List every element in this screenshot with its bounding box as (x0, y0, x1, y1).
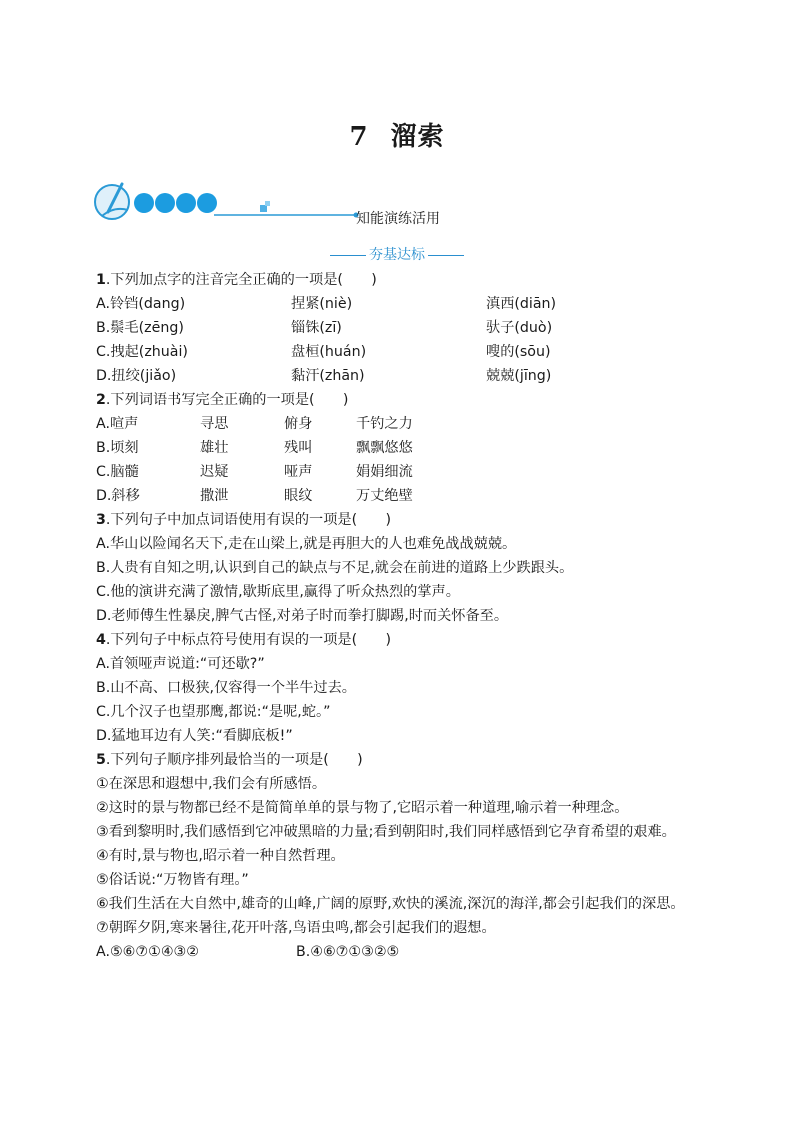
q5-option: A.⑤⑥⑦①④③② (96, 944, 199, 960)
q2-option-row: A.喧声 寻思 俯身 千钓之力 (96, 416, 413, 432)
page-title (0, 116, 794, 153)
q1-option-row: A.铃铛(dang) 捏紧(niè) 滇西(diān) (96, 296, 557, 312)
q2-option-row: D.斜移 撒泄 眼纹 万丈绝壁 (96, 488, 413, 504)
section-label (0, 244, 794, 264)
question-5-stem: 5.下列句子顺序排列最恰当的一项是( ) (96, 752, 363, 768)
q5-sentence: ①在深思和遐想中,我们会有所感悟。 (96, 776, 327, 792)
q5-sentence: ⑤俗话说:“万物皆有理。” (96, 872, 249, 888)
question-4-stem: 4.下列句子中标点符号使用有误的一项是( ) (96, 632, 392, 648)
q4-option: A.首领哑声说道:“可还歇?” (96, 656, 265, 672)
q1-option-row: B.鬃毛(zēng) 锱铢(zī) 驮子(duò) (96, 320, 553, 336)
q1-option-row: C.拽起(zhuài) 盘桓(huán) 嗖的(sōu) (96, 344, 551, 360)
question-1-stem: 1.下列加点字的注音完全正确的一项是( ) (96, 272, 377, 288)
q3-option: B.人贵有自知之明,认识到自己的缺点与不足,就会在前进的道路上少跌跟头。 (96, 560, 574, 576)
section-label-text: 夯基达标 (369, 247, 425, 263)
q2-option-row: C.脑髓 迟疑 哑声 娟娟细流 (96, 464, 413, 480)
q3-option: C.他的演讲充满了激情,歇斯底里,赢得了听众热烈的掌声。 (96, 584, 460, 600)
q2-option-row: B.顷刻 雄壮 残叫 飘飘悠悠 (96, 440, 413, 456)
q3-option: A.华山以险闻名天下,走在山梁上,就是再胆大的人也难免战战兢兢。 (96, 536, 517, 552)
q5-sentence: ③看到黎明时,我们感悟到它冲破黑暗的力量;看到朝阳时,我们同样感悟到它孕育希望的艰难。 (96, 824, 676, 840)
q5-options (96, 940, 706, 964)
q5-sentence: ④有时,景与物也,昭示着一种自然哲理。 (96, 848, 345, 864)
q4-option: B.山不高、口极狭,仅容得一个半牛过去。 (96, 680, 356, 696)
q4-option: D.猛地耳边有人笑:“看脚底板!” (96, 728, 293, 744)
q5-sentence: ⑦朝晖夕阴,寒来暑往,花开叶落,鸟语虫鸣,都会引起我们的遐想。 (96, 920, 496, 936)
q3-option: D.老师傅生性暴戾,脾气古怪,对弟子时而拳打脚踢,时而关怀备至。 (96, 608, 509, 624)
banner-label: 知能演练活用 (356, 211, 440, 227)
q5-sentence: ②这时的景与物都已经不是简简单单的景与物了,它昭示着一种道理,喻示着一种理念。 (96, 800, 629, 816)
q5-sentence: ⑥我们生活在大自然中,雄奇的山峰,广阔的原野,欢快的溪流,深沉的海洋,都会引起我们的深思。 (96, 896, 685, 912)
divider (428, 255, 464, 256)
question-3-stem: 3.下列句子中加点词语使用有误的一项是( ) (96, 512, 392, 528)
exercise-content (96, 268, 706, 964)
chapter-title: 溜索 (390, 122, 445, 152)
q1-option-row: D.扭绞(jiǎo) 黏汗(zhān) 兢兢(jīng) (96, 368, 552, 384)
chapter-number: 7 (349, 122, 369, 152)
q5-option: B.④⑥⑦①③②⑤ (296, 944, 400, 960)
divider (330, 255, 366, 256)
question-2-stem: 2.下列词语书写完全正确的一项是( ) (96, 392, 349, 408)
q4-option: C.几个汉子也望那鹰,都说:“是呢,蛇。” (96, 704, 331, 720)
section-banner (94, 176, 464, 236)
